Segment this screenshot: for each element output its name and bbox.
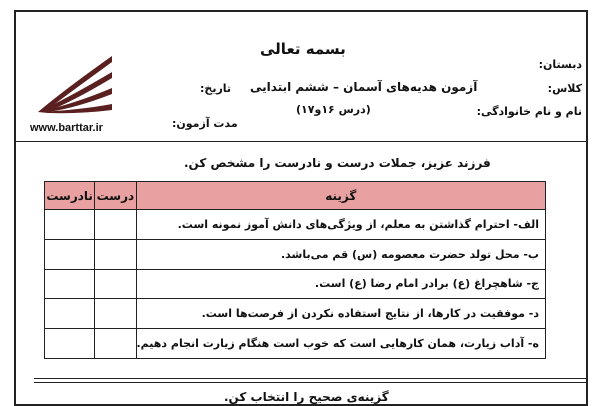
statement-text: د- موفقیت در کارها، از نتایج استفاده نکردن از فرصت‌ها است. xyxy=(136,299,546,329)
column-header-option: گزینه xyxy=(136,182,546,210)
header-divider xyxy=(14,141,588,142)
false-answer-cell[interactable] xyxy=(45,299,95,329)
duration-label: مدت آزمون: xyxy=(172,117,238,130)
false-answer-cell[interactable] xyxy=(45,329,95,359)
statement-text: ج- شاهچراغ (ع) برادر امام رضا (ع) است. xyxy=(136,269,546,299)
column-header-false: نادرست xyxy=(45,182,95,210)
date-label: تاریخ: xyxy=(200,82,232,95)
statement-text: الف- احترام گذاشتن به معلم، از ویژگی‌های دانش آموز نمونه است. xyxy=(136,210,546,240)
exam-title: آزمون هدیه‌های آسمان – ششم ابتدایی xyxy=(250,80,478,94)
class-label: کلاس: xyxy=(547,82,582,95)
school-label: دبستان: xyxy=(538,58,582,71)
true-answer-cell[interactable] xyxy=(95,239,136,269)
lesson-range: (درس ۱۶و۱۷) xyxy=(296,103,371,116)
table-header-row xyxy=(45,182,546,210)
website-url: www.barttar.ir xyxy=(30,122,103,134)
table-row xyxy=(45,210,546,240)
true-answer-cell[interactable] xyxy=(95,329,136,359)
student-name-label: نام و نام خانوادگی: xyxy=(476,105,582,118)
true-answer-cell[interactable] xyxy=(95,210,136,240)
section-divider xyxy=(34,382,586,383)
logo-icon xyxy=(34,50,114,116)
next-section-title: گزینه‌ی صحیح را انتخاب کن. xyxy=(224,390,389,404)
false-answer-cell[interactable] xyxy=(45,269,95,299)
instruction-text: فرزند عزیز، جملات درست و نادرست را مشخص کن. xyxy=(184,156,491,170)
false-answer-cell[interactable] xyxy=(45,239,95,269)
table-row xyxy=(45,269,546,299)
true-answer-cell[interactable] xyxy=(95,269,136,299)
table-row xyxy=(45,239,546,269)
column-header-true: درست xyxy=(95,182,136,210)
statement-text: ه- آداب زیارت، همان کارهایی است که خوب است هنگام زیارت انجام دهیم. xyxy=(136,329,546,359)
table-row xyxy=(45,329,546,359)
table-row xyxy=(45,299,546,329)
section-divider xyxy=(34,378,586,379)
true-false-table xyxy=(44,181,546,359)
page-title: بسمه تعالی xyxy=(260,40,346,58)
statement-text: ب- محل تولد حضرت معصومه (س) قم می‌باشد. xyxy=(136,239,546,269)
false-answer-cell[interactable] xyxy=(45,210,95,240)
true-answer-cell[interactable] xyxy=(95,299,136,329)
